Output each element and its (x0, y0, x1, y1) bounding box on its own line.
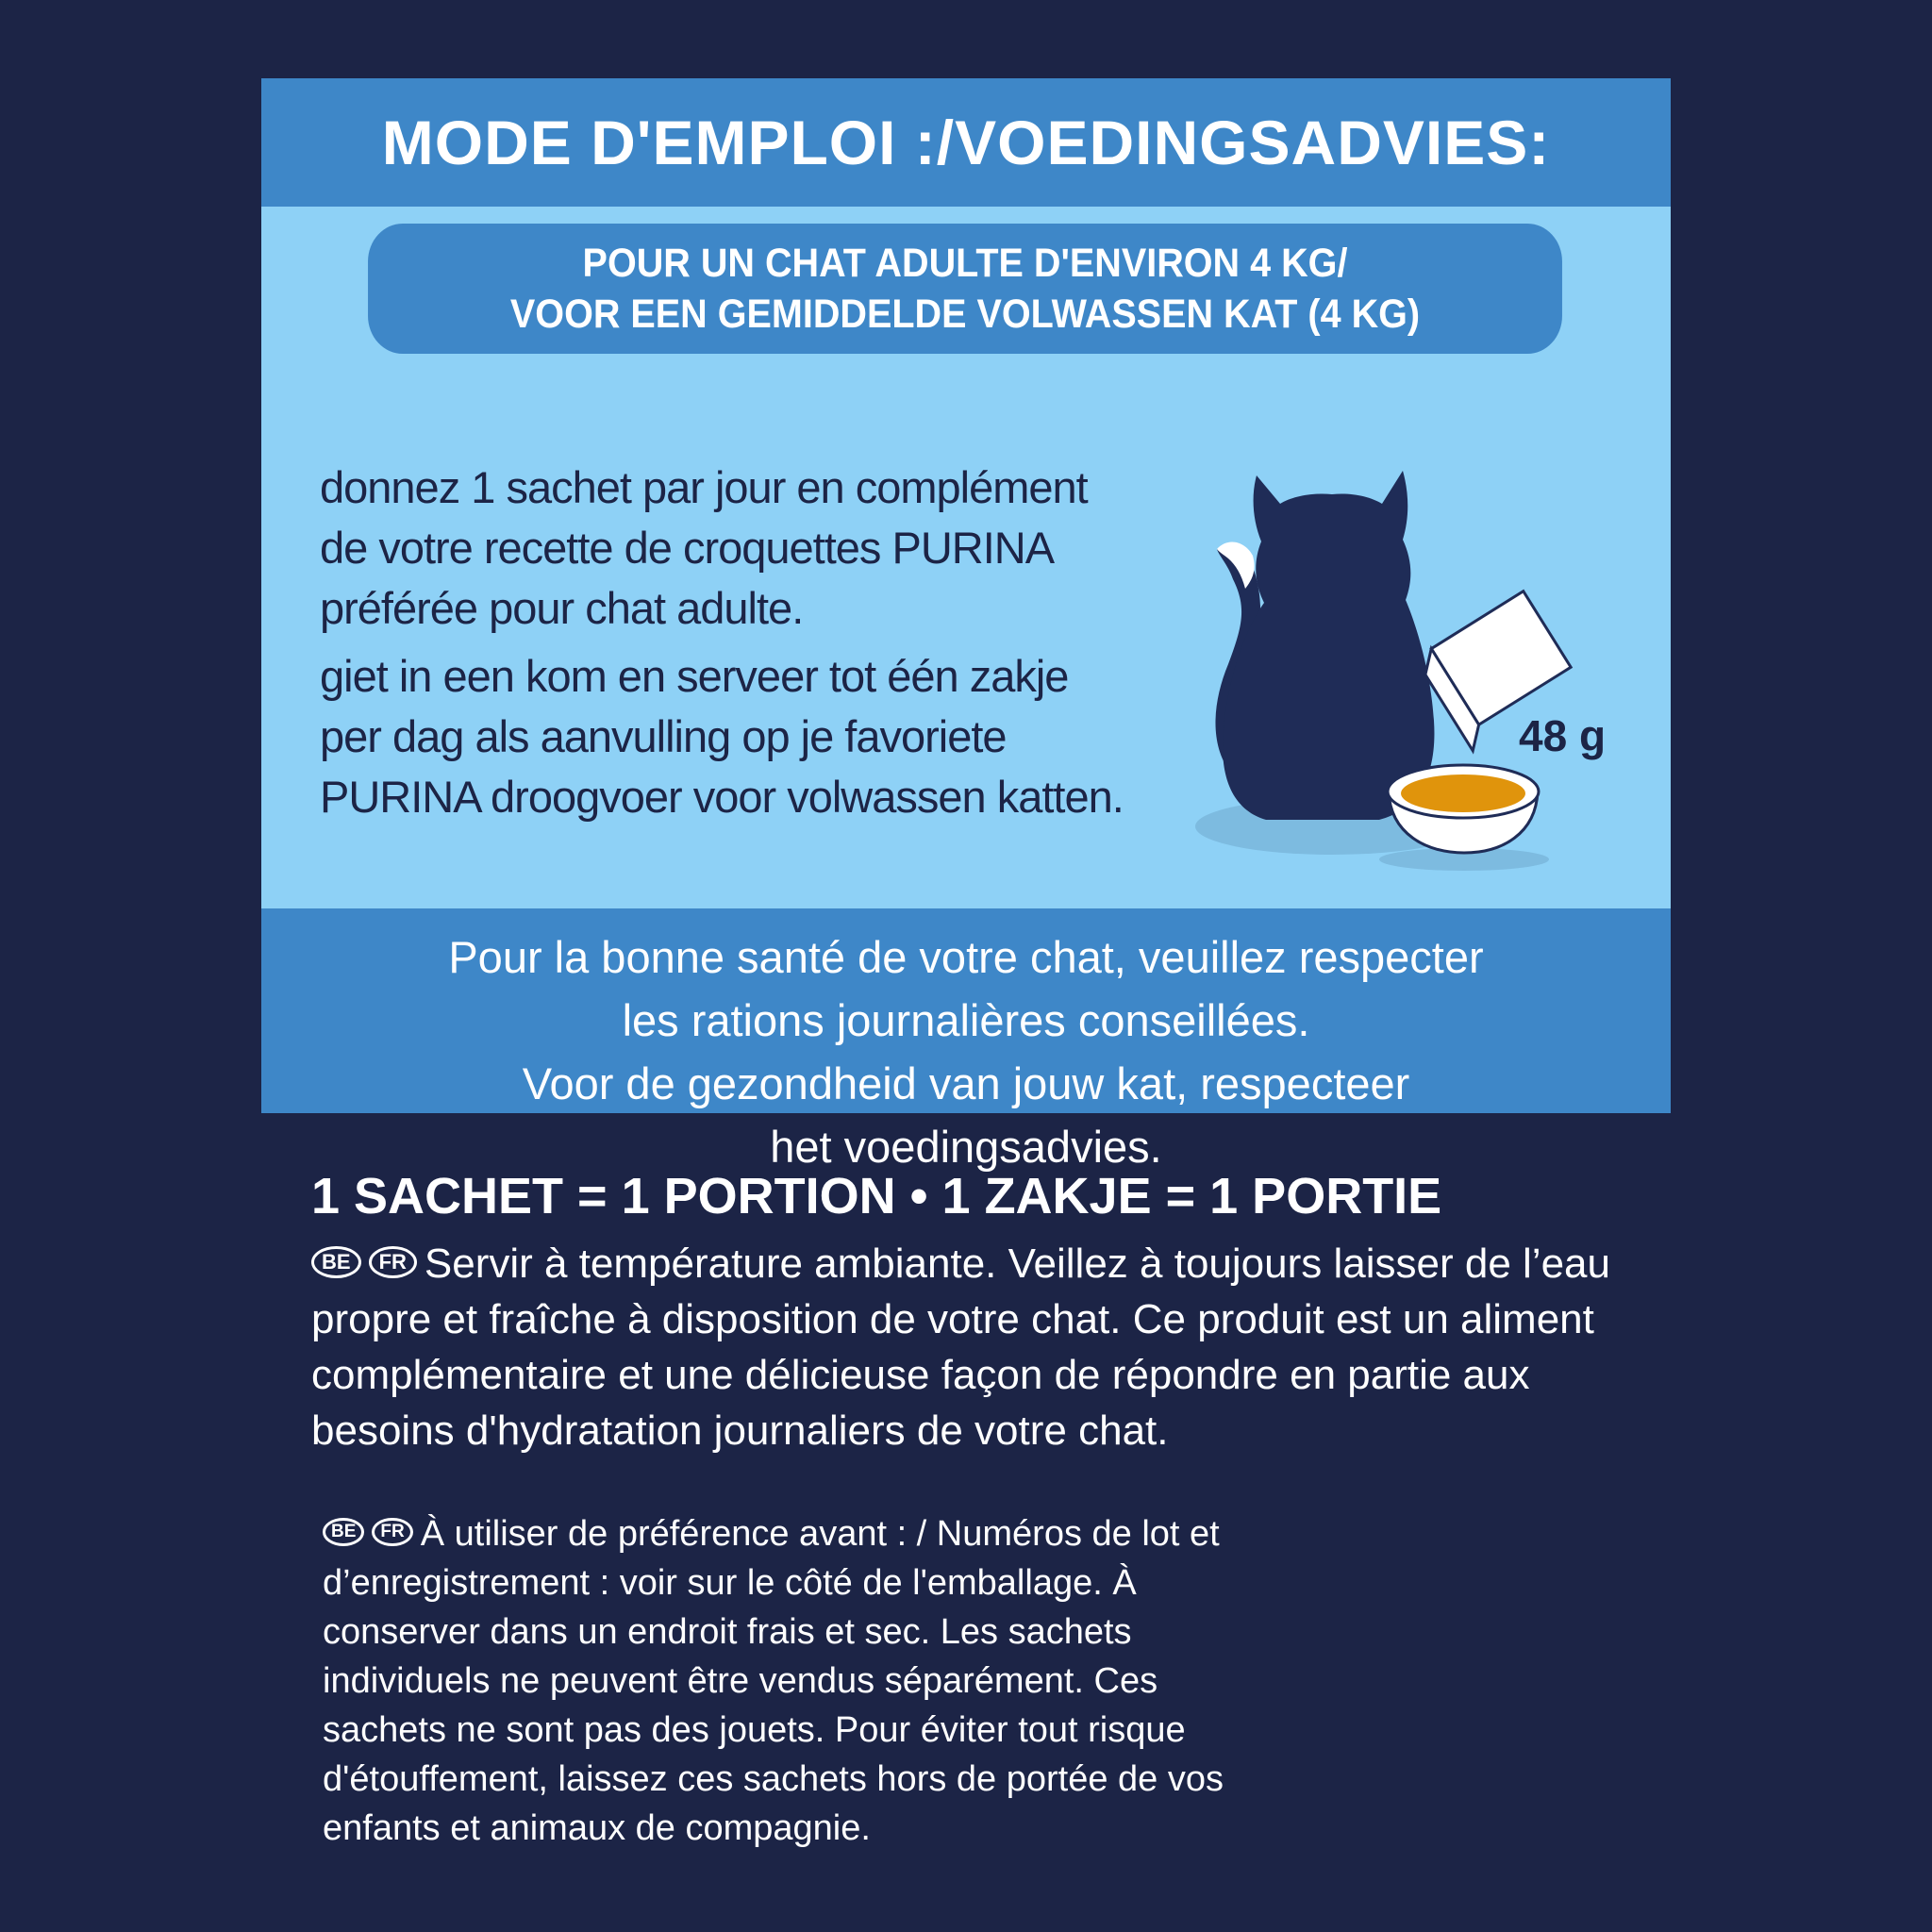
card-title: MODE D'EMPLOI :/VOEDINGSADVIES: (381, 108, 1551, 177)
cat-weight-subtitle (368, 224, 1562, 354)
instructions-fr: donnez 1 sachet par jour en complément de votre recette de croquettes PURINA préférée pour chat adulte. (320, 462, 1088, 633)
instructions-nl: giet in een kom en serveer tot één zakje per dag als aanvulling op je favoriete PURINA droogvoer voor volwassen katten. (320, 651, 1124, 822)
storage-text: À utiliser de préférence avant : / Numéros de lot et d’enregistrement : voir sur le côté de l'emballage. À conserver dans un endroit frais et sec. Les sachets individuels ne peuvent être vendus séparément. Ces sachets ne sont pas des jouets. Pour éviter tout risque d'étouffement, laissez ces sachets hors de portée de vos enfants et animaux de compagnie. (323, 1514, 1224, 1848)
weight-label: 48 g (1519, 711, 1607, 760)
serving-instructions (311, 1236, 1651, 1458)
cat-with-bowl-illustration (1191, 438, 1606, 872)
subtitle-line-fr: POUR UN CHAT ADULTE D'ENVIRON 4 KG/ (582, 241, 1348, 286)
be-badge-icon-small: BE (323, 1518, 364, 1546)
bowl-food (1401, 774, 1525, 812)
subtitle-line-nl: VOOR EEN GEMIDDELDE VOLWASSEN KAT (4 KG) (509, 291, 1421, 337)
card-header (261, 78, 1671, 207)
cat-body (1223, 471, 1434, 820)
serving-text: Servir à température ambiante. Veillez à toujours laisser de l’eau propre et fraîche à disposition de votre chat. Ce produit est un aliment complémentaire et une délicieuse façon de répondre en partie aux besoins d'hydratation journaliers de votre chat. (311, 1241, 1610, 1454)
card-body (261, 207, 1671, 908)
be-badge-icon: BE (311, 1246, 361, 1278)
fr-badge-icon-small: FR (372, 1518, 412, 1546)
portion-heading: 1 SACHET = 1 PORTION • 1 ZAKJE = 1 PORTIE (311, 1168, 1442, 1224)
feeding-guide-card (261, 78, 1671, 1172)
fr-badge-icon: FR (369, 1246, 417, 1278)
storage-instructions (323, 1509, 1285, 1853)
card-footer (261, 908, 1671, 1172)
daily-ration-advice: Pour la bonne santé de votre chat, veuillez respecter les rations journalières conseillées. Voor de gezondheid van jouw kat, respecteer het voedingsadvies. (448, 932, 1484, 1172)
